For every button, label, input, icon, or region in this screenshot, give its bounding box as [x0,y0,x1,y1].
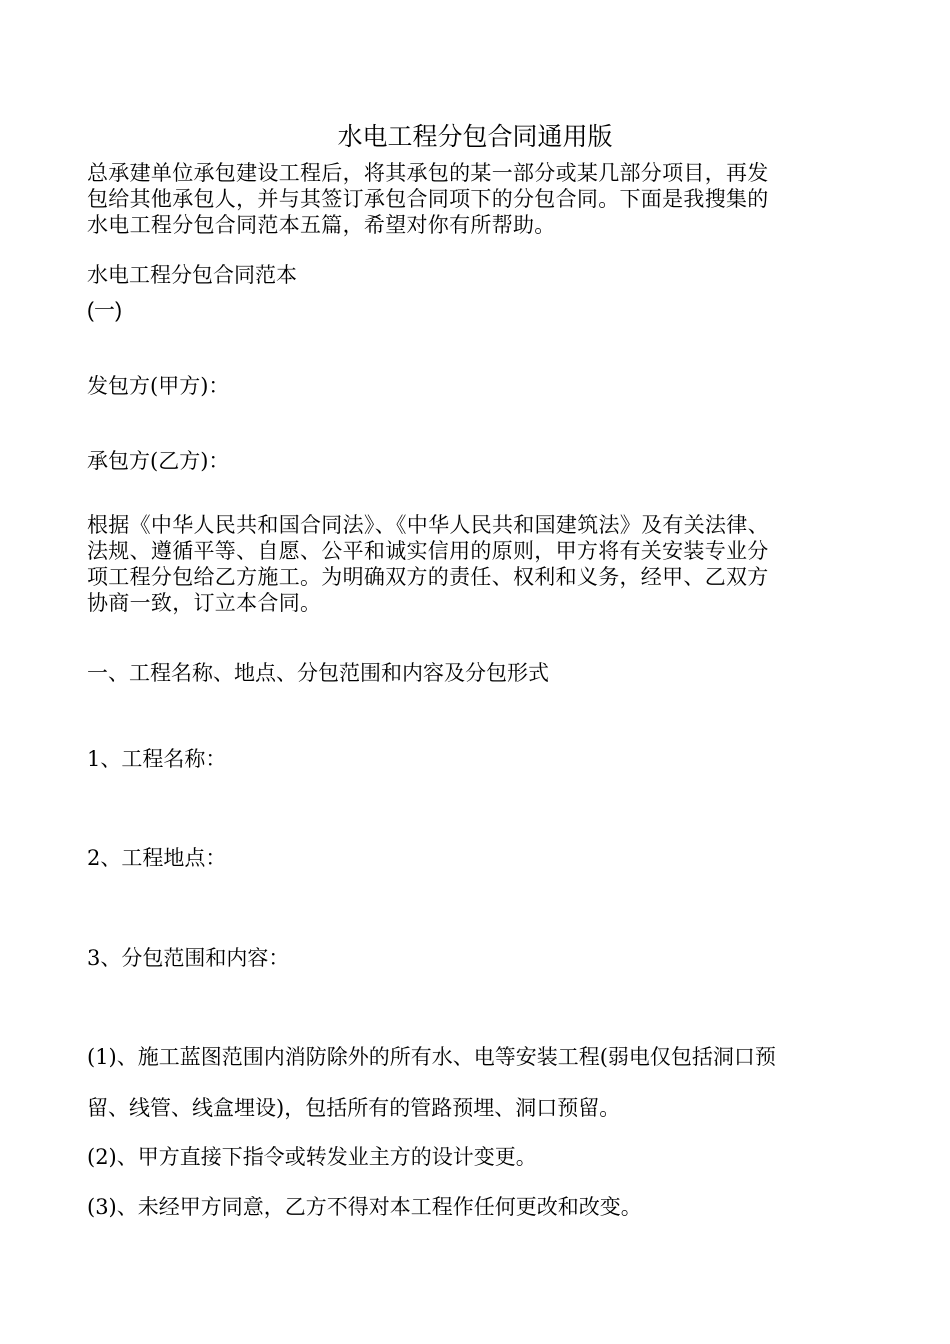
section-1-heading: 一、工程名称、地点、分包范围和内容及分包形式 [87,661,549,685]
preamble-line-2: 法规、遵循平等、自愿、公平和诚实信用的原则，甲方将有关安装专业分 [87,539,769,563]
clause-2: (2)、甲方直接下指令或转发业主方的设计变更。 [87,1145,537,1169]
preamble-line-4: 协商一致，订立本合同。 [87,591,322,615]
preamble-line-1: 根据《中华人民共和国合同法》、《中华人民共和国建筑法》及有关法律、 [87,513,769,537]
sample-number: (一) [87,299,122,322]
preamble-line-3: 项工程分包给乙方施工。为明确双方的责任、权利和义务，经甲、乙双方 [87,565,769,589]
item-scope-and-content: 3、分包范围和内容： [87,946,290,970]
party-a-label: 发包方(甲方)： [87,374,230,398]
item-project-name: 1、工程名称： [87,747,227,771]
intro-line-2: 包给其他承包人，并与其签订承包合同项下的分包合同。下面是我搜集的 [87,187,769,211]
sample-heading: 水电工程分包合同范本 [87,263,297,287]
document-title: 水电工程分包合同通用版 [337,122,613,151]
party-b-label: 承包方(乙方)： [87,449,230,473]
intro-line-3: 水电工程分包合同范本五篇，希望对你有所帮助。 [87,213,556,237]
clause-1-line-2: 留、线管、线盒埋设)，包括所有的管路预埋、洞口预留。 [87,1096,621,1120]
item-project-location: 2、工程地点： [87,846,227,870]
clause-1-line-1: (1)、施工蓝图范围内消防除外的所有水、电等安装工程(弱电仅包括洞口预 [87,1045,776,1069]
intro-line-1: 总承建单位承包建设工程后，将其承包的某一部分或某几部分项目，再发 [87,161,769,185]
clause-3: (3)、未经甲方同意，乙方不得对本工程作任何更改和改变。 [87,1195,642,1219]
